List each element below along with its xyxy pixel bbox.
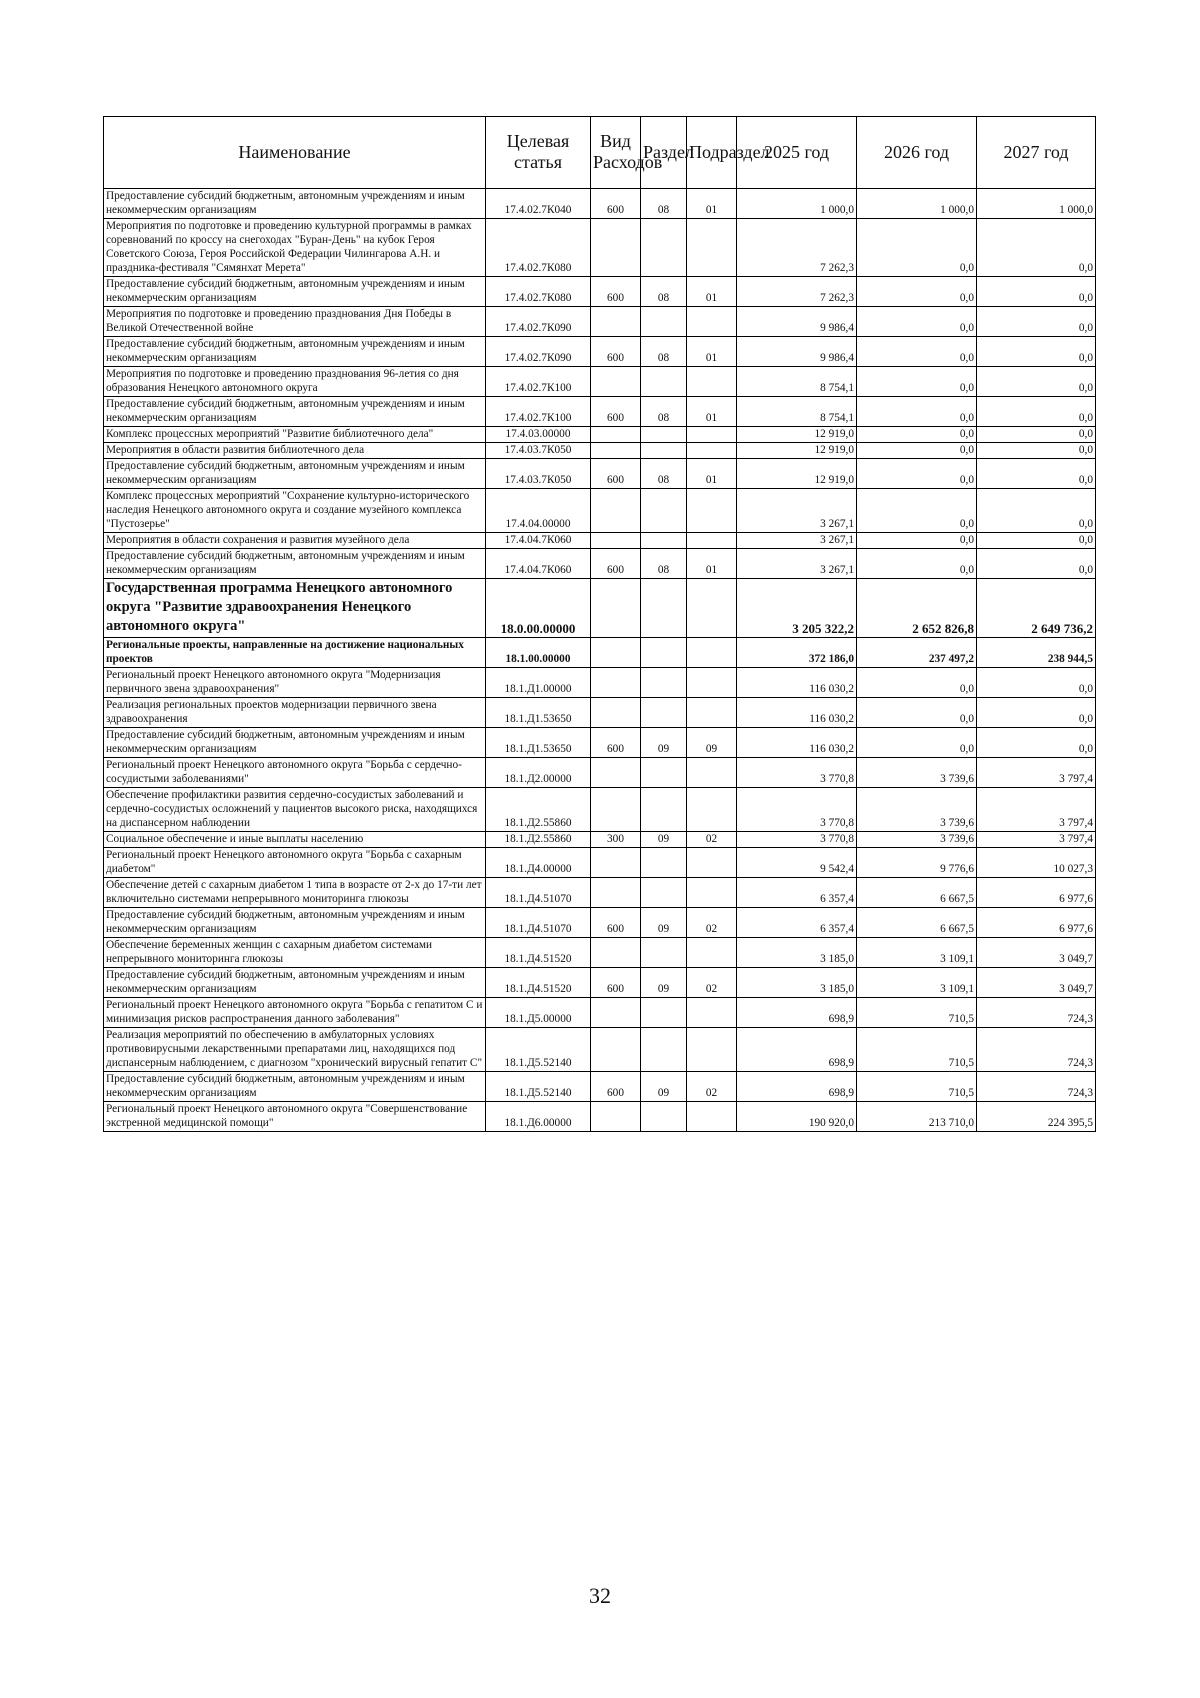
cell-2026: 237 497,2: [857, 638, 977, 668]
cell-name: Мероприятия по подготовке и проведению культурной программы в рамках соревнований по кроссу на снегоходах "Буран-День" на кубок Героя Советского Союза, Героя Российской Федерации Чилингарова А.Н. и праздника-фестиваля "Сямянхат Мерета": [104, 219, 486, 277]
table-row: [104, 968, 1096, 998]
cell-podr: 01: [687, 459, 737, 489]
cell-razd: 09: [641, 1072, 687, 1102]
cell-vid: [591, 878, 641, 908]
header-2027: 2027 год: [977, 117, 1096, 189]
cell-2025: 116 030,2: [737, 698, 857, 728]
cell-2027: 0,0: [977, 443, 1096, 459]
cell-vid: [591, 638, 641, 668]
cell-target: 17.4.03.7К050: [486, 443, 591, 459]
cell-2026: 9 776,6: [857, 848, 977, 878]
cell-podr: [687, 638, 737, 668]
cell-target: 17.4.04.00000: [486, 489, 591, 533]
cell-2025: 3 770,8: [737, 758, 857, 788]
table-row: [104, 533, 1096, 549]
table-row: [104, 579, 1096, 638]
cell-vid: [591, 427, 641, 443]
cell-2025: 3 770,8: [737, 832, 857, 848]
cell-2026: 3 739,6: [857, 758, 977, 788]
table-row: [104, 938, 1096, 968]
cell-2027: 0,0: [977, 367, 1096, 397]
cell-name: Предоставление субсидий бюджетным, автономным учреждениям и иным некоммерческим организациям: [104, 189, 486, 219]
cell-2026: 3 109,1: [857, 938, 977, 968]
cell-2025: 3 185,0: [737, 968, 857, 998]
cell-name: Предоставление субсидий бюджетным, автономным учреждениям и иным некоммерческим организациям: [104, 337, 486, 367]
cell-target: 17.4.04.7К060: [486, 549, 591, 579]
table-row: [104, 728, 1096, 758]
cell-name: Обеспечение профилактики развития сердечно-сосудистых заболеваний и сердечно-сосудистых осложнений у пациентов высокого риска, находящихся на диспансерном наблюдении: [104, 788, 486, 832]
cell-name: Мероприятия в области развития библиотечного дела: [104, 443, 486, 459]
cell-2027: 224 395,5: [977, 1102, 1096, 1132]
page-number: 32: [589, 1583, 611, 1608]
cell-2025: 6 357,4: [737, 908, 857, 938]
cell-razd: [641, 427, 687, 443]
header-razd: Раздел: [641, 117, 687, 189]
cell-target: 18.1.Д1.53650: [486, 728, 591, 758]
cell-vid: [591, 938, 641, 968]
cell-2026: 213 710,0: [857, 1102, 977, 1132]
cell-2025: 9 542,4: [737, 848, 857, 878]
cell-name: Предоставление субсидий бюджетным, автономным учреждениям и иным некоммерческим организациям: [104, 459, 486, 489]
cell-2025: 372 186,0: [737, 638, 857, 668]
cell-razd: [641, 668, 687, 698]
cell-2025: 116 030,2: [737, 728, 857, 758]
table-row: [104, 397, 1096, 427]
cell-2026: 1 000,0: [857, 189, 977, 219]
cell-2027: 0,0: [977, 728, 1096, 758]
cell-2027: 238 944,5: [977, 638, 1096, 668]
table-row: [104, 758, 1096, 788]
cell-target: 18.1.Д6.00000: [486, 1102, 591, 1132]
table-row: [104, 189, 1096, 219]
cell-2027: 0,0: [977, 698, 1096, 728]
cell-2026: 0,0: [857, 489, 977, 533]
cell-target: 18.1.Д2.55860: [486, 832, 591, 848]
table-row: [104, 219, 1096, 277]
cell-podr: [687, 443, 737, 459]
table-row: [104, 443, 1096, 459]
cell-name: Предоставление субсидий бюджетным, автономным учреждениям и иным некоммерческим организациям: [104, 277, 486, 307]
cell-2025: 9 986,4: [737, 307, 857, 337]
cell-name: Мероприятия по подготовке и проведению празднования 96-летия со дня образования Ненецкого автономного округа: [104, 367, 486, 397]
cell-name: Региональные проекты, направленные на достижение национальных проектов: [104, 638, 486, 668]
cell-razd: 09: [641, 968, 687, 998]
cell-name: Региональный проект Ненецкого автономного округа "Совершенствование экстренной медицинской помощи": [104, 1102, 486, 1132]
cell-razd: 08: [641, 459, 687, 489]
cell-2026: 710,5: [857, 998, 977, 1028]
cell-vid: [591, 668, 641, 698]
cell-2027: 0,0: [977, 427, 1096, 443]
cell-2027: 724,3: [977, 1072, 1096, 1102]
cell-name: Предоставление субсидий бюджетным, автономным учреждениям и иным некоммерческим организациям: [104, 728, 486, 758]
cell-target: 17.4.03.00000: [486, 427, 591, 443]
cell-vid: 600: [591, 1072, 641, 1102]
cell-razd: [641, 938, 687, 968]
header-name: Наименование: [104, 117, 486, 189]
cell-name: Обеспечение беременных женщин с сахарным диабетом системами непрерывного мониторинга глюкозы: [104, 938, 486, 968]
cell-razd: 09: [641, 728, 687, 758]
cell-2027: 0,0: [977, 307, 1096, 337]
cell-2027: 0,0: [977, 489, 1096, 533]
cell-podr: [687, 1028, 737, 1072]
cell-podr: 09: [687, 728, 737, 758]
cell-podr: [687, 668, 737, 698]
cell-2026: 3 109,1: [857, 968, 977, 998]
cell-name: Реализация региональных проектов модернизации первичного звена здравоохранения: [104, 698, 486, 728]
cell-2027: 0,0: [977, 459, 1096, 489]
cell-target: 18.1.Д5.52140: [486, 1072, 591, 1102]
cell-2025: 7 262,3: [737, 219, 857, 277]
cell-2027: 0,0: [977, 533, 1096, 549]
cell-2026: 0,0: [857, 277, 977, 307]
cell-2026: 0,0: [857, 728, 977, 758]
cell-target: 17.4.03.7К050: [486, 459, 591, 489]
table-row: [104, 367, 1096, 397]
cell-name: Региональный проект Ненецкого автономного округа "Борьба с гепатитом С и минимизация рисков распространения данного заболевания": [104, 998, 486, 1028]
cell-razd: 08: [641, 397, 687, 427]
cell-target: 17.4.02.7К100: [486, 397, 591, 427]
cell-2027: 724,3: [977, 998, 1096, 1028]
cell-name: Предоставление субсидий бюджетным, автономным учреждениям и иным некоммерческим организациям: [104, 1072, 486, 1102]
cell-vid: 600: [591, 549, 641, 579]
cell-razd: [641, 579, 687, 638]
cell-2026: 2 652 826,8: [857, 579, 977, 638]
header-2026: 2026 год: [857, 117, 977, 189]
cell-2025: 3 205 322,2: [737, 579, 857, 638]
cell-2026: 710,5: [857, 1028, 977, 1072]
table-body: [104, 189, 1096, 1132]
cell-vid: [591, 788, 641, 832]
cell-target: 17.4.04.7К060: [486, 533, 591, 549]
cell-name: Мероприятия по подготовке и проведению празднования Дня Победы в Великой Отечественной войне: [104, 307, 486, 337]
cell-2025: 698,9: [737, 1072, 857, 1102]
cell-razd: 08: [641, 549, 687, 579]
table-row: [104, 998, 1096, 1028]
cell-vid: 600: [591, 337, 641, 367]
cell-target: 18.1.Д1.00000: [486, 668, 591, 698]
table-row: [104, 277, 1096, 307]
cell-razd: 08: [641, 189, 687, 219]
cell-2025: 3 267,1: [737, 489, 857, 533]
cell-podr: [687, 427, 737, 443]
cell-2025: 3 185,0: [737, 938, 857, 968]
table-row: [104, 848, 1096, 878]
header-vid: Вид Расходов: [591, 117, 641, 189]
cell-2025: 190 920,0: [737, 1102, 857, 1132]
cell-podr: [687, 579, 737, 638]
cell-2026: 710,5: [857, 1072, 977, 1102]
cell-vid: [591, 998, 641, 1028]
cell-vid: 300: [591, 832, 641, 848]
cell-podr: [687, 758, 737, 788]
cell-2026: 0,0: [857, 698, 977, 728]
cell-name: Предоставление субсидий бюджетным, автономным учреждениям и иным некоммерческим организациям: [104, 968, 486, 998]
cell-name: Региональный проект Ненецкого автономного округа "Борьба с сердечно-сосудистыми заболеваниями": [104, 758, 486, 788]
cell-vid: [591, 698, 641, 728]
cell-podr: 01: [687, 549, 737, 579]
cell-2026: 0,0: [857, 668, 977, 698]
cell-2027: 0,0: [977, 549, 1096, 579]
cell-name: Комплекс процессных мероприятий "Сохранение культурно-исторического наследия Ненецкого автономного округа и создание музейного комплекса "Пустозерье": [104, 489, 486, 533]
cell-2025: 3 267,1: [737, 549, 857, 579]
cell-2027: 3 797,4: [977, 788, 1096, 832]
cell-2027: 0,0: [977, 397, 1096, 427]
cell-razd: [641, 443, 687, 459]
cell-target: 18.1.Д4.00000: [486, 848, 591, 878]
cell-vid: [591, 579, 641, 638]
header-podr: Подраздел: [687, 117, 737, 189]
cell-target: 18.1.Д4.51520: [486, 968, 591, 998]
cell-podr: [687, 788, 737, 832]
cell-vid: 600: [591, 908, 641, 938]
table-row: [104, 878, 1096, 908]
cell-razd: [641, 367, 687, 397]
cell-podr: 02: [687, 968, 737, 998]
cell-podr: [687, 698, 737, 728]
cell-vid: [591, 307, 641, 337]
cell-2026: 0,0: [857, 307, 977, 337]
cell-vid: [591, 533, 641, 549]
cell-2027: 10 027,3: [977, 848, 1096, 878]
cell-target: 18.1.Д2.00000: [486, 758, 591, 788]
cell-2025: 1 000,0: [737, 189, 857, 219]
cell-2027: 0,0: [977, 219, 1096, 277]
cell-vid: [591, 367, 641, 397]
cell-podr: [687, 367, 737, 397]
cell-razd: 09: [641, 832, 687, 848]
cell-vid: 600: [591, 397, 641, 427]
cell-name: Социальное обеспечение и иные выплаты населению: [104, 832, 486, 848]
cell-razd: [641, 489, 687, 533]
table-row: [104, 337, 1096, 367]
table-row: [104, 1028, 1096, 1072]
cell-target: 18.1.Д4.51070: [486, 878, 591, 908]
cell-2025: 12 919,0: [737, 427, 857, 443]
cell-vid: [591, 1102, 641, 1132]
table-row: [104, 489, 1096, 533]
cell-2025: 3 770,8: [737, 788, 857, 832]
cell-podr: 01: [687, 277, 737, 307]
table-row: [104, 788, 1096, 832]
cell-name: Предоставление субсидий бюджетным, автономным учреждениям и иным некоммерческим организациям: [104, 908, 486, 938]
cell-target: 18.1.Д2.55860: [486, 788, 591, 832]
cell-2026: 0,0: [857, 397, 977, 427]
cell-podr: [687, 848, 737, 878]
cell-podr: 02: [687, 908, 737, 938]
cell-2027: 6 977,6: [977, 908, 1096, 938]
cell-2025: 6 357,4: [737, 878, 857, 908]
table-row: [104, 908, 1096, 938]
cell-2025: 8 754,1: [737, 367, 857, 397]
table-header-row: [104, 117, 1096, 189]
cell-2027: 724,3: [977, 1028, 1096, 1072]
cell-2026: 6 667,5: [857, 878, 977, 908]
cell-razd: [641, 1028, 687, 1072]
cell-vid: 600: [591, 459, 641, 489]
header-2025: 2025 год: [737, 117, 857, 189]
cell-2025: 7 262,3: [737, 277, 857, 307]
table-row: [104, 1072, 1096, 1102]
cell-vid: 600: [591, 189, 641, 219]
cell-podr: [687, 489, 737, 533]
cell-name: Реализация мероприятий по обеспечению в амбулаторных условиях противовирусными лекарственными препаратами лиц, находящихся под диспансерным наблюдением, с диагнозом "хронический вирусный гепатит С": [104, 1028, 486, 1072]
table-row: [104, 459, 1096, 489]
cell-target: 18.1.Д4.51070: [486, 908, 591, 938]
table-row: [104, 549, 1096, 579]
cell-podr: 01: [687, 189, 737, 219]
cell-razd: [641, 998, 687, 1028]
cell-name: Государственная программа Ненецкого автономного округа "Развитие здравоохранения Ненецкого автономного округа": [104, 579, 486, 638]
cell-2026: 0,0: [857, 427, 977, 443]
budget-table: [103, 116, 1096, 1132]
cell-2027: 0,0: [977, 337, 1096, 367]
cell-2025: 12 919,0: [737, 459, 857, 489]
cell-2027: 3 797,4: [977, 758, 1096, 788]
cell-vid: [591, 848, 641, 878]
cell-2027: 0,0: [977, 277, 1096, 307]
cell-vid: 600: [591, 728, 641, 758]
cell-podr: [687, 998, 737, 1028]
cell-razd: 09: [641, 908, 687, 938]
cell-2026: 6 667,5: [857, 908, 977, 938]
cell-podr: 02: [687, 1072, 737, 1102]
cell-razd: [641, 219, 687, 277]
cell-razd: [641, 307, 687, 337]
cell-vid: [591, 443, 641, 459]
cell-target: 18.1.Д1.53650: [486, 698, 591, 728]
table-row: [104, 832, 1096, 848]
cell-2027: 2 649 736,2: [977, 579, 1096, 638]
cell-target: 17.4.02.7К090: [486, 307, 591, 337]
header-target: Целевая статья: [486, 117, 591, 189]
cell-2025: 8 754,1: [737, 397, 857, 427]
cell-2025: 12 919,0: [737, 443, 857, 459]
cell-razd: 08: [641, 277, 687, 307]
table-row: [104, 1102, 1096, 1132]
cell-name: Предоставление субсидий бюджетным, автономным учреждениям и иным некоммерческим организациям: [104, 397, 486, 427]
cell-podr: [687, 1102, 737, 1132]
cell-target: 17.4.02.7К090: [486, 337, 591, 367]
cell-podr: 01: [687, 397, 737, 427]
cell-target: 18.1.00.00000: [486, 638, 591, 668]
cell-vid: 600: [591, 968, 641, 998]
cell-podr: [687, 307, 737, 337]
cell-razd: [641, 848, 687, 878]
cell-vid: [591, 219, 641, 277]
table-row: [104, 698, 1096, 728]
cell-2027: 3 049,7: [977, 968, 1096, 998]
cell-2025: 9 986,4: [737, 337, 857, 367]
cell-2026: 0,0: [857, 549, 977, 579]
cell-2025: 116 030,2: [737, 668, 857, 698]
cell-2026: 0,0: [857, 443, 977, 459]
cell-2026: 0,0: [857, 459, 977, 489]
cell-name: Региональный проект Ненецкого автономного округа "Модернизация первичного звена здравоохранения": [104, 668, 486, 698]
cell-target: 18.1.Д4.51520: [486, 938, 591, 968]
cell-2027: 3 049,7: [977, 938, 1096, 968]
table-row: [104, 307, 1096, 337]
cell-2025: 3 267,1: [737, 533, 857, 549]
cell-name: Региональный проект Ненецкого автономного округа "Борьба с сахарным диабетом": [104, 848, 486, 878]
cell-name: Комплекс процессных мероприятий "Развитие библиотечного дела": [104, 427, 486, 443]
cell-2026: 0,0: [857, 533, 977, 549]
cell-vid: [591, 758, 641, 788]
cell-2027: 3 797,4: [977, 832, 1096, 848]
cell-2025: 698,9: [737, 998, 857, 1028]
cell-name: Обеспечение детей с сахарным диабетом 1 типа в возрасте от 2-х до 17-ти лет включительно системами непрерывного мониторинга глюкозы: [104, 878, 486, 908]
cell-2026: 3 739,6: [857, 788, 977, 832]
cell-razd: [641, 533, 687, 549]
cell-2027: 1 000,0: [977, 189, 1096, 219]
cell-target: 17.4.02.7К080: [486, 219, 591, 277]
table-row: [104, 427, 1096, 443]
table-row: [104, 638, 1096, 668]
cell-razd: 08: [641, 337, 687, 367]
cell-target: 17.4.02.7К080: [486, 277, 591, 307]
cell-2027: 0,0: [977, 668, 1096, 698]
cell-razd: [641, 698, 687, 728]
cell-2026: 3 739,6: [857, 832, 977, 848]
cell-podr: [687, 533, 737, 549]
cell-razd: [641, 638, 687, 668]
cell-podr: 02: [687, 832, 737, 848]
cell-target: 18.1.Д5.52140: [486, 1028, 591, 1072]
cell-razd: [641, 758, 687, 788]
table-row: [104, 668, 1096, 698]
cell-target: 17.4.02.7К100: [486, 367, 591, 397]
cell-vid: 600: [591, 277, 641, 307]
cell-2026: 0,0: [857, 337, 977, 367]
cell-2026: 0,0: [857, 367, 977, 397]
cell-2025: 698,9: [737, 1028, 857, 1072]
cell-target: 17.4.02.7К040: [486, 189, 591, 219]
cell-vid: [591, 1028, 641, 1072]
cell-target: 18.1.Д5.00000: [486, 998, 591, 1028]
cell-name: Предоставление субсидий бюджетным, автономным учреждениям и иным некоммерческим организациям: [104, 549, 486, 579]
cell-razd: [641, 788, 687, 832]
cell-podr: [687, 878, 737, 908]
cell-razd: [641, 878, 687, 908]
cell-podr: [687, 219, 737, 277]
cell-name: Мероприятия в области сохранения и развития музейного дела: [104, 533, 486, 549]
cell-2027: 6 977,6: [977, 878, 1096, 908]
cell-2026: 0,0: [857, 219, 977, 277]
cell-podr: 01: [687, 337, 737, 367]
cell-razd: [641, 1102, 687, 1132]
cell-target: 18.0.00.00000: [486, 579, 591, 638]
cell-podr: [687, 938, 737, 968]
cell-vid: [591, 489, 641, 533]
